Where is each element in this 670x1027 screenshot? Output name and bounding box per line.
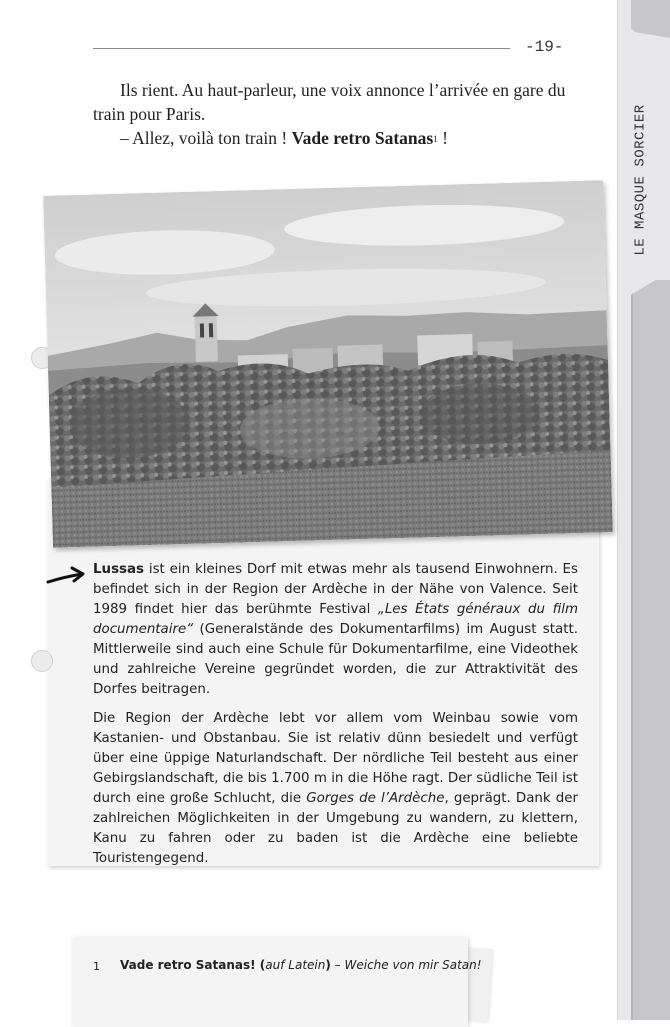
story-dialogue: – Allez, voilà ton train ! — [120, 128, 292, 148]
header-rule — [93, 48, 510, 49]
info-text: Die Region der Ardèche lebt vor allem vom Weinbau sowie vom Kastanien- und Obstanbau. Sie ist relativ dünn besiedelt und verfügt über eine üppige Naturlandschaft. Der nördliche Teil besteht aus einer Gebirgslandschaft, die bis 1.700 m in die Höhe ragt. Der südliche Teil ist durch eine große Schlucht, die — [93, 711, 578, 806]
info-card-text — [93, 560, 578, 878]
running-title-text: LE MASQUE SORCIER — [633, 104, 650, 256]
footnote-paren: ) — [325, 958, 331, 972]
story-bold-phrase: Vade retro Satanas — [291, 128, 434, 148]
info-text: , geprägt. Dank der zahlreichen Möglichkeiten in der Umgebung zu wandern, zu klettern, Kanu zu fahren oder zu baden ist die Ardèche eine beliebte Touristengegend. — [93, 791, 578, 866]
page-number: -19- — [525, 38, 564, 56]
story-paragraph-2 — [93, 126, 580, 150]
footnote-paren: ( — [255, 958, 266, 972]
info-text: ist ein kleines Dorf mit etwas mehr als tausend Einwohnern. Es befindet sich in der Region der Ardèche in der Nähe von Valence. Seit 1989 findet hier das berühmte Festival — [93, 562, 578, 617]
village-photo — [43, 180, 613, 547]
story-text — [93, 78, 580, 150]
running-title — [626, 90, 656, 270]
gorges-name: Gorges de l’Ardèche — [306, 791, 445, 806]
footnote-language: auf Latein — [265, 958, 326, 972]
footnote-translation: Weiche von mir Satan! — [344, 958, 482, 972]
info-text: (Generalstände des Dokumentarfilms) im August statt. Mittlerweile sind auch eine Schule für Dokumentarfilme, eine Videothek und zahlreiche Vereine gegründet worden, die zur Attraktivität des Dorfes beitragen. — [93, 622, 578, 697]
info-lead-term: Lussas — [93, 562, 145, 577]
punch-hole-icon — [31, 650, 53, 672]
side-index-tab-bottom — [631, 280, 670, 1020]
footnote-term: Vade retro Satanas! — [120, 958, 256, 972]
story-paragraph-1: Ils rient. Au haut-parleur, une voix annonce l’arrivée en gare du train pour Paris. — [93, 80, 566, 124]
info-paragraph-2 — [93, 709, 578, 869]
story-dialogue-end: ! — [437, 128, 448, 148]
side-index-tab-top — [631, 0, 670, 38]
footnote-box — [73, 937, 468, 1027]
footnote-number: 1 — [93, 960, 100, 973]
village-photo-image — [43, 180, 613, 547]
hand-drawn-arrow-icon — [46, 565, 88, 587]
footnote-ref[interactable]: 1 — [433, 134, 438, 144]
footnote-dash: – — [330, 958, 345, 972]
festival-name: „Les États généraux du film documentaire“ — [93, 602, 578, 637]
footnote-text — [120, 958, 482, 972]
info-paragraph-1 — [93, 560, 578, 700]
